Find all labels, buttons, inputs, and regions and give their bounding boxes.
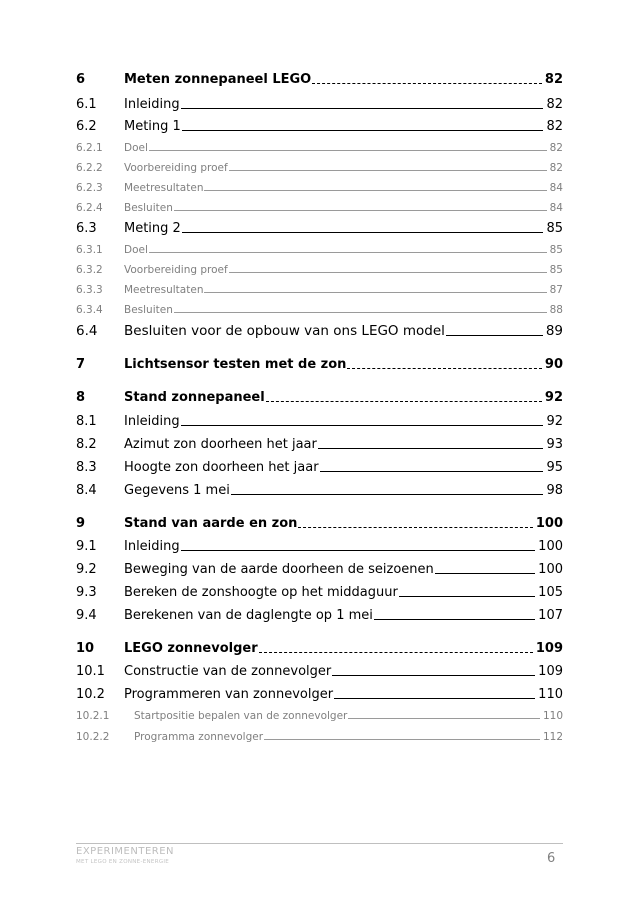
toc-title: Doel <box>124 142 148 154</box>
toc-number: 8.2 <box>76 437 97 452</box>
toc-title: Inleiding <box>124 414 180 429</box>
toc-title: Inleiding <box>124 97 180 112</box>
toc-title: Voorbereiding proef <box>124 162 228 174</box>
toc-number: 6 <box>76 72 86 87</box>
toc-title: Lichtsensor testen met de zon <box>124 357 347 372</box>
toc-entry-8-3[interactable] <box>76 460 563 475</box>
toc-leader <box>446 335 543 336</box>
toc-title: Voorbereiding proef <box>124 264 228 276</box>
toc-entry-8[interactable] <box>76 390 563 405</box>
toc-entry-9-4[interactable] <box>76 608 563 623</box>
toc-title: Stand zonnepaneel <box>124 390 265 405</box>
toc-leader <box>399 596 535 597</box>
toc-title: Meting 2 <box>124 221 181 236</box>
toc-page: 82 <box>546 97 563 112</box>
toc-number: 8.1 <box>76 414 97 429</box>
toc-number: 6.3.3 <box>76 284 103 296</box>
toc-title: Constructie van de zonnevolger <box>124 664 332 679</box>
toc-leader <box>435 573 535 574</box>
toc-title: Meetresultaten <box>124 284 204 296</box>
toc-page: 112 <box>542 731 563 743</box>
toc-title: Hoogte zon doorheen het jaar <box>124 460 319 475</box>
toc-leader <box>149 150 547 151</box>
toc-number: 6.2.2 <box>76 162 103 174</box>
toc-number: 6.2.4 <box>76 202 103 214</box>
toc-page: 93 <box>546 437 563 452</box>
footer-divider <box>76 843 563 844</box>
toc-title: Besluiten voor de opbouw van ons LEGO model <box>124 323 445 339</box>
toc-leader <box>174 312 547 313</box>
toc-number: 9.2 <box>76 562 97 577</box>
toc-page: 82 <box>549 162 563 174</box>
toc-entry-6-2-3[interactable] <box>76 182 563 194</box>
toc-number: 8.4 <box>76 483 97 498</box>
toc-number: 6.2.1 <box>76 142 103 154</box>
toc-number: 6.3 <box>76 221 97 236</box>
toc-page: 88 <box>549 304 563 316</box>
toc-leader <box>334 698 535 699</box>
toc-page: 85 <box>549 244 563 256</box>
toc-page: 110 <box>538 687 563 702</box>
toc-number: 8 <box>76 390 86 405</box>
toc-page: 90 <box>544 357 563 372</box>
toc-number: 6.3.2 <box>76 264 103 276</box>
toc-title: Besluiten <box>124 202 173 214</box>
toc-leader <box>266 401 542 402</box>
toc-page: 82 <box>549 142 563 154</box>
toc-leader <box>264 739 540 740</box>
toc-page: 105 <box>538 585 563 600</box>
toc-page: 84 <box>549 182 563 194</box>
toc-number: 6.3.1 <box>76 244 103 256</box>
toc-title: Meting 1 <box>124 119 181 134</box>
toc-title: Bereken de zonshoogte op het middaguur <box>124 585 398 600</box>
toc-leader <box>229 272 547 273</box>
toc-title: Startpositie bepalen van de zonnevolger <box>134 710 348 722</box>
toc-leader <box>181 425 544 426</box>
toc-title: Azimut zon doorheen het jaar <box>124 437 317 452</box>
toc-number: 6.3.4 <box>76 304 103 316</box>
toc-entry-6-1[interactable] <box>76 97 563 112</box>
toc-entry-10-1[interactable] <box>76 664 563 679</box>
toc-number: 10 <box>76 641 95 656</box>
toc-title: Doel <box>124 244 148 256</box>
toc-leader <box>174 210 547 211</box>
toc-page: 84 <box>549 202 563 214</box>
toc-page: 82 <box>544 72 563 87</box>
toc-page: 107 <box>538 608 563 623</box>
toc-number: 9.3 <box>76 585 97 600</box>
toc-title: Programma zonnevolger <box>134 731 264 743</box>
toc-leader <box>298 527 532 528</box>
toc-title: Inleiding <box>124 539 180 554</box>
toc-title: Programmeren van zonnevolger <box>124 687 334 702</box>
toc-page: 98 <box>546 483 563 498</box>
toc-title: Beweging van de aarde doorheen de seizoenen <box>124 562 434 577</box>
toc-leader <box>259 652 533 653</box>
toc-entry-6-3[interactable] <box>76 221 563 236</box>
toc-leader <box>182 232 544 233</box>
toc-entry-6-2-1[interactable] <box>76 142 563 154</box>
toc-leader <box>231 494 544 495</box>
toc-entry-6-3-3[interactable] <box>76 284 563 296</box>
toc-entry-9-1[interactable] <box>76 539 563 554</box>
toc-leader <box>182 130 544 131</box>
toc-leader <box>347 368 541 369</box>
toc-entry-6-2-4[interactable] <box>76 202 563 214</box>
toc-number: 10.2.2 <box>76 731 110 743</box>
toc-page: 95 <box>546 460 563 475</box>
toc-entry-10[interactable] <box>76 641 563 656</box>
toc-leader <box>229 170 547 171</box>
toc-entry-10-2-1[interactable] <box>76 710 563 722</box>
toc-entry-10-2-2[interactable] <box>76 731 563 743</box>
toc-title: Gegevens 1 mei <box>124 483 230 498</box>
toc-entry-6[interactable] <box>76 72 563 87</box>
toc-page: 85 <box>549 264 563 276</box>
footer-brand: EXPERIMENTEREN <box>76 846 175 857</box>
toc-number: 6.1 <box>76 97 97 112</box>
toc-entry-6-3-1[interactable] <box>76 244 563 256</box>
toc-page: 92 <box>546 414 563 429</box>
toc-leader <box>348 718 540 719</box>
toc-leader <box>181 108 544 109</box>
toc-leader <box>318 448 544 449</box>
toc-page: 89 <box>545 323 563 339</box>
toc-leader <box>204 190 546 191</box>
toc-leader <box>149 252 547 253</box>
toc-page: 110 <box>542 710 563 722</box>
toc-page: 109 <box>538 664 563 679</box>
toc-title: Berekenen van de daglengte op 1 mei <box>124 608 373 623</box>
toc-number: 10.2 <box>76 687 105 702</box>
toc-number: 6.2 <box>76 119 97 134</box>
toc-entry-8-2[interactable] <box>76 437 563 452</box>
toc-page: 100 <box>538 539 563 554</box>
toc-title: Meten zonnepaneel LEGO <box>124 72 312 87</box>
toc-title: Stand van aarde en zon <box>124 516 298 531</box>
toc-number: 10.1 <box>76 664 105 679</box>
toc-leader <box>312 83 542 84</box>
toc-entry-7[interactable] <box>76 357 563 372</box>
toc-leader <box>374 619 535 620</box>
toc-leader <box>204 292 546 293</box>
toc-title: Meetresultaten <box>124 182 204 194</box>
toc-entry-10-2[interactable] <box>76 687 563 702</box>
toc-title: LEGO zonnevolger <box>124 641 258 656</box>
toc-entry-6-4[interactable] <box>76 323 563 339</box>
toc-entry-6-3-2[interactable] <box>76 264 563 276</box>
page-number: 6 <box>547 851 556 866</box>
toc-page: 100 <box>535 516 563 531</box>
toc-title: Besluiten <box>124 304 173 316</box>
toc-number: 9 <box>76 516 86 531</box>
toc-number: 7 <box>76 357 86 372</box>
toc-leader <box>181 550 536 551</box>
toc-number: 6.4 <box>76 323 98 339</box>
toc-entry-9-2[interactable] <box>76 562 563 577</box>
toc-leader <box>320 471 544 472</box>
toc-entry-6-3-4[interactable] <box>76 304 563 316</box>
toc-page: 100 <box>538 562 563 577</box>
toc-entry-6-2-2[interactable] <box>76 162 563 174</box>
toc-number: 8.3 <box>76 460 97 475</box>
toc-page: 92 <box>544 390 563 405</box>
toc-leader <box>332 675 535 676</box>
toc-number: 9.4 <box>76 608 97 623</box>
toc-page: 87 <box>549 284 563 296</box>
toc-number: 6.2.3 <box>76 182 103 194</box>
toc-entry-9[interactable] <box>76 516 563 531</box>
footer-brand-subtitle: MET LEGO EN ZONNE-ENERGIE <box>76 859 170 865</box>
toc-page: 82 <box>546 119 563 134</box>
toc-entry-8-4[interactable] <box>76 483 563 498</box>
toc-entry-6-2[interactable] <box>76 119 563 134</box>
toc-number: 9.1 <box>76 539 97 554</box>
toc-entry-8-1[interactable] <box>76 414 563 429</box>
toc-number: 10.2.1 <box>76 710 110 722</box>
toc-entry-9-3[interactable] <box>76 585 563 600</box>
toc-page: 109 <box>535 641 563 656</box>
toc-page: 85 <box>546 221 563 236</box>
